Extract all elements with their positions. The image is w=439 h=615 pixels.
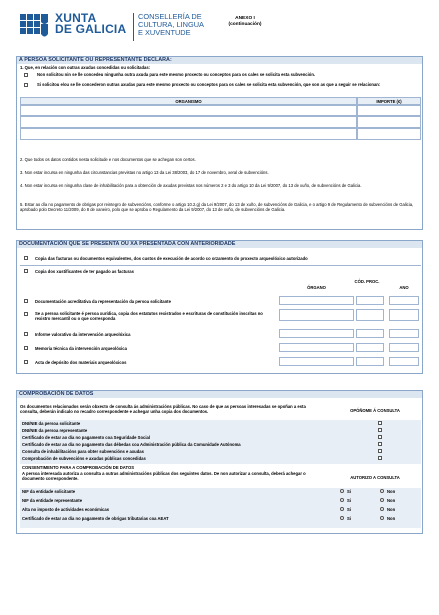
consent-row-3-yes-radio[interactable] [340, 507, 344, 511]
consent-row-1-yes-label: Si [347, 489, 351, 494]
oppose-row-1-checkbox[interactable] [378, 421, 382, 425]
col-header-amount: IMPORTE (€) [357, 97, 421, 105]
oppose-row-2-checkbox[interactable] [378, 428, 382, 432]
annex-subtitle: (continuación) [228, 22, 262, 27]
option-requested-checkbox[interactable] [24, 83, 28, 87]
doc-statutes-text: Se a persoa solicitante é persoa xurídica, copia dos estatutos rexistrados e escrituras de constitución inscritas no rexistro mercantil ou o que corresponda [35, 311, 263, 322]
consent-row-2-yes-radio[interactable] [340, 498, 344, 502]
consent-row-2-yes-label: Si [347, 498, 351, 503]
oppose-row-5-checkbox[interactable] [378, 449, 382, 453]
oppose-row-1-label: DNI/NIE da persoa solicitante [22, 421, 81, 426]
consent-rows-block [20, 488, 421, 528]
declaration-item-3: 3. Non estar incursa en ningunha das circunstancias previstas no artigo 13 da Lei 38/2003, do 17 de novembro, xeral de subvencións. [20, 170, 269, 175]
doc-memory-year-input[interactable] [389, 343, 419, 352]
doc-report-text: Informe valorativo da intervención arqueolóxica [35, 332, 131, 337]
col-header-oppose: OPÓÑOME Á CONSULTA [350, 408, 400, 413]
organism-input-1[interactable] [20, 105, 357, 116]
doc-representation-text: Documentación acreditativa da representación da persoa solicitante [35, 299, 171, 304]
divider [20, 265, 421, 266]
consent-row-1-label: NIF da entidade solicitante [22, 489, 76, 494]
doc-statutes-checkbox[interactable] [24, 312, 28, 316]
amount-input-1[interactable] [357, 105, 421, 116]
doc-statutes-year-input[interactable] [389, 309, 419, 321]
col-header-organism: ORGANISMO [20, 97, 357, 105]
consent-text: A persoa interesada autoriza a consulta a outras administracións públicas dos seguintes datos. De non autorizar a consulta, deberá achegar o documento correspondente. [22, 471, 306, 482]
option-not-requested-checkbox[interactable] [24, 73, 28, 77]
consent-row-2-no-label: Non [387, 498, 396, 503]
option-not-requested-text: Non solicitou nin se lle concedeu ningunha outra axuda para este mesmo proxecto ou conceptos para os cales se solicita esta subvención. [37, 72, 316, 77]
doc-statutes-organ-input[interactable] [279, 309, 354, 321]
col-header-year: ANO [399, 285, 409, 290]
department-name [138, 13, 204, 37]
header-divider [133, 13, 134, 41]
consent-row-3-no-label: Non [387, 507, 396, 512]
doc-report-checkbox[interactable] [24, 332, 28, 336]
col-header-cod-proc: CÓD. PROC. [354, 279, 380, 284]
doc-deposit-code-input[interactable] [356, 357, 384, 366]
doc-representation-year-input[interactable] [389, 296, 419, 305]
amount-input-3[interactable] [357, 128, 421, 140]
declaration-item-5: 5. Estar ao día no pagamento de obrigas por reintegro de subvencións, conforme o artigo 10.2.g) da Lei 9/2007, do 13 de xuño, de subvencións de Galicia, e o artigo 9 de Regulamento de subvencións de Galicia, aprobado polo Decreto 11/2009, do 8 de xaneiro, polo que se aproba o Regulamento da Lei 9/2007, do 13 de xuño, de subvencións de Galicia. [20, 202, 414, 213]
doc-deposit-organ-input[interactable] [279, 357, 354, 366]
doc-representation-checkbox[interactable] [24, 299, 28, 303]
consent-row-4-yes-label: Si [347, 516, 351, 521]
consent-row-4-no-radio[interactable] [380, 516, 384, 520]
amount-input-2[interactable] [357, 116, 421, 128]
declaration-item-4: 4. Non estar incursa en ningunha clase de inhabilitación para a obtención de axudas previstas nos números 2 e 3 do artigo 10 da Lei 9/2007, do 13 de xuño, de subvencións de Galicia. [20, 183, 362, 188]
dept-line2: CULTURA, LINGUA [138, 20, 204, 29]
other-aid-table [20, 97, 421, 140]
doc-payments-checkbox[interactable] [24, 269, 28, 273]
organism-input-2[interactable] [20, 116, 357, 128]
consent-row-4-yes-radio[interactable] [340, 516, 344, 520]
doc-payments-text: Copia dos xustificantes de ter pagado as facturas [35, 269, 134, 274]
consent-row-3-no-radio[interactable] [380, 507, 384, 511]
oppose-row-4-label: Certificado de estar ao día no pagamento das débedas coa Administración pública da Comunidade Autónoma [22, 442, 241, 447]
brand-line1: XUNTA [55, 11, 97, 25]
col-header-organ: ÓRGANO [307, 285, 326, 290]
doc-memory-code-input[interactable] [356, 343, 384, 352]
consent-title: CONSENTIMENTO PARA A COMPROBACIÓN DE DATOS [22, 465, 135, 470]
doc-memory-text: Memoria técnica da intervención arqueolóxica [35, 346, 127, 351]
xunta-logo-icon [18, 12, 50, 42]
data-check-section [16, 390, 423, 534]
doc-deposit-checkbox[interactable] [24, 360, 28, 364]
consent-row-4-label: Certificado de estar ao día no pagamento de obrigas tributarias coa AEAT [22, 516, 169, 521]
consent-row-3-yes-label: Si [347, 507, 351, 512]
oppose-row-6-checkbox[interactable] [378, 456, 382, 460]
declaration-item-1: 1. Que, en relación con outras axudas concedidas ou solicitadas: [20, 65, 151, 70]
consent-row-2-label: NIF da entidade representante [22, 498, 83, 503]
brand-name [55, 13, 126, 35]
annex-heading [205, 16, 285, 28]
consent-row-3-label: Alta no imposto de actividades económicas [22, 507, 110, 512]
doc-report-year-input[interactable] [389, 329, 419, 338]
doc-representation-code-input[interactable] [356, 296, 384, 305]
doc-report-organ-input[interactable] [279, 329, 354, 338]
doc-invoices-checkbox[interactable] [24, 256, 28, 260]
doc-deposit-year-input[interactable] [389, 357, 419, 366]
annex-title: ANEXO I [235, 16, 255, 21]
consent-row-4-no-label: Non [387, 516, 396, 521]
doc-representation-organ-input[interactable] [279, 296, 354, 305]
documentation-section [16, 240, 423, 374]
declaration-item-2: 2. Que todos os datos contidos nesta solicitude e nos documentos que se achegan son certos. [20, 157, 196, 162]
oppose-row-3-checkbox[interactable] [378, 435, 382, 439]
oppose-row-5-label: Consulta de inhabilitacións para obter subvencións e axudas [22, 449, 144, 454]
col-header-authorize: AUTORIZO A CONSULTA [350, 475, 400, 480]
dept-line3: E XUVENTUDE [138, 28, 191, 37]
doc-memory-organ-input[interactable] [279, 343, 354, 352]
doc-invoices-text: Copia das facturas ou documentos equivalentes, dos custos de execución de acordo co orzamento do proxecto arqueolóxico autorizado [35, 256, 308, 261]
data-check-intro: Os documentos relacionados serán obxecto de consulta ás administracións públicas. No caso de que as persoas interesadas se opoñan a esta consulta, deberán indicalo no recadro correspondente e achegar unha copia dos documentos. [20, 404, 306, 415]
doc-memory-checkbox[interactable] [24, 346, 28, 350]
oppose-row-2-label: DNI/NIE da persoa representante [22, 428, 88, 433]
documentation-title: DOCUMENTACIÓN QUE SE PRESENTA OU XA PRESENTADA CON ANTERIORIDADE [17, 241, 422, 248]
dept-line1: CONSELLERÍA DE [138, 12, 202, 21]
declaration-section [16, 56, 423, 230]
oppose-rows-block [20, 420, 421, 464]
brand-line2: DE GALICIA [55, 22, 127, 36]
oppose-row-6-label: Comprobación de subvencións e axudas públicas concedidas [22, 456, 146, 461]
declaration-title: A PERSOA SOLICITANTE OU REPRESENTANTE DECLARA: [17, 57, 422, 64]
consent-row-1-no-label: Non [387, 489, 396, 494]
oppose-row-4-checkbox[interactable] [378, 442, 382, 446]
doc-deposit-text: Acta de depósito dos materiais arqueolóxicos [35, 360, 127, 365]
doc-statutes-code-input[interactable] [356, 309, 384, 321]
data-check-title: COMPROBACIÓN DE DATOS [17, 391, 422, 398]
organism-input-3[interactable] [20, 128, 357, 140]
oppose-row-3-label: Certificado de estar ao día no pagamento coa Seguridade Social [22, 435, 150, 440]
consent-row-1-yes-radio[interactable] [340, 489, 344, 493]
doc-report-code-input[interactable] [356, 329, 384, 338]
option-requested-text: Si solicitou e/ou se lle concederon outras axudas para este mesmo proxecto ou conceptos para os cales se solicita esta subvención, que son as que a seguir se relacionan: [37, 82, 381, 87]
consent-row-2-no-radio[interactable] [380, 498, 384, 502]
consent-row-1-no-radio[interactable] [380, 489, 384, 493]
